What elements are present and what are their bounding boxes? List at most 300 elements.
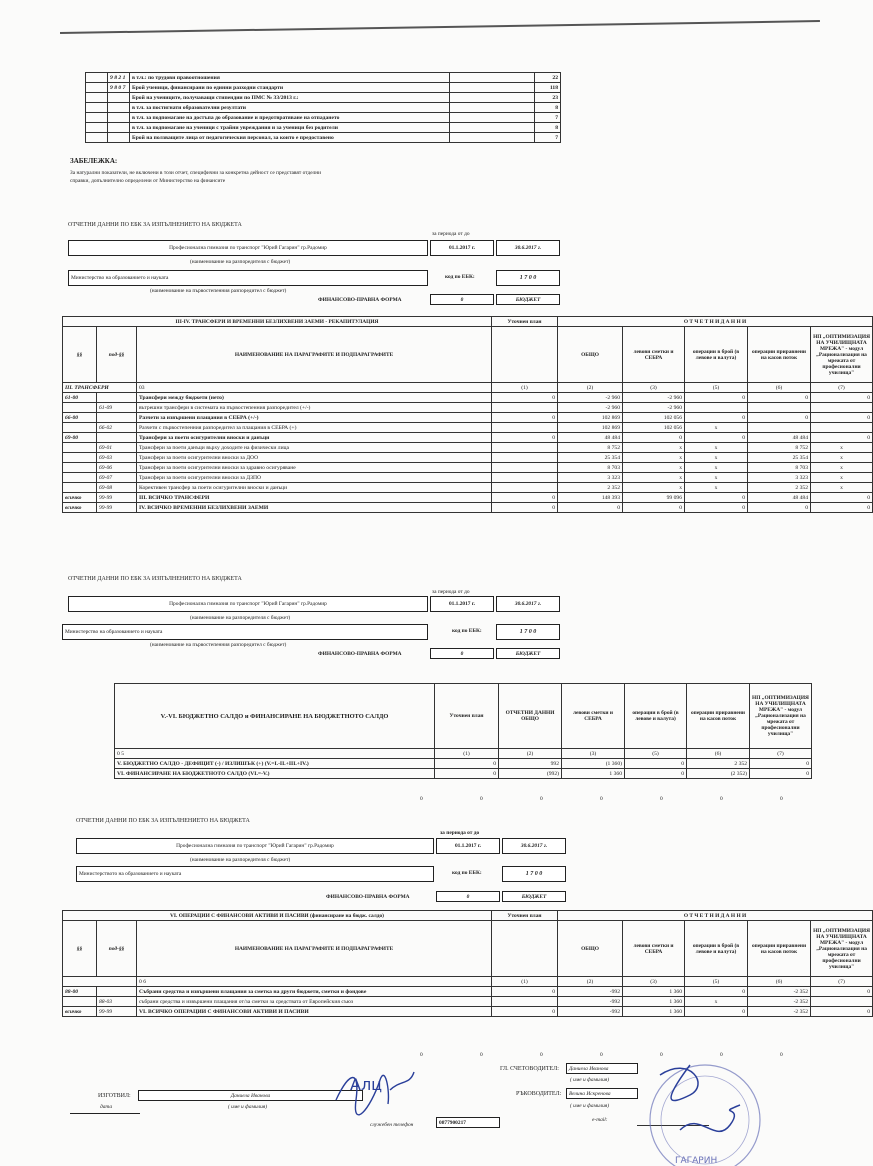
plan-value: 0 xyxy=(435,769,499,779)
cur-value: 0 xyxy=(685,987,748,997)
header-row xyxy=(63,921,873,977)
header-row xyxy=(63,911,873,921)
paragraph-code xyxy=(63,473,97,483)
ministry-field-3: Министерството на образованието и науката xyxy=(76,866,434,882)
indicator-row xyxy=(86,103,561,113)
paragraph-name: Трансфери за поети осигурителни вноски за ДЗПО xyxy=(137,473,492,483)
lev-value: 0 xyxy=(623,503,685,513)
paragraph-name: Разчети с първостепенния разпоредител за плащания в СЕБРА (+) xyxy=(137,423,492,433)
opt-header: НП „ОПТИМИЗАЦИЯ НА УЧИЛИЩНАТА МРЕЖА" - модул „Рационализация на мрежата от професионални училища" xyxy=(811,921,873,977)
indicator-row xyxy=(86,123,561,133)
prepared-label: ИЗГОТВИЛ: xyxy=(98,1093,131,1099)
opt-value: 0 xyxy=(811,1007,873,1017)
subparagraph-code: 69-06 xyxy=(97,463,137,473)
plan-value: 0 xyxy=(492,433,558,443)
total-value: 992 xyxy=(499,759,562,769)
data-row xyxy=(63,453,873,463)
zero-value: 0 xyxy=(480,796,483,802)
zero-value: 0 xyxy=(420,796,423,802)
subparagraph-code: 69-07 xyxy=(97,473,137,483)
zero-value: 0 xyxy=(720,1052,723,1058)
data-row xyxy=(63,493,873,503)
indicator-value: 118 xyxy=(535,83,561,93)
paragraph-code: 88-00 xyxy=(63,987,97,997)
index-cell: (1) xyxy=(435,749,499,759)
subparagraph-code: 99-99 xyxy=(97,493,137,503)
cash-value: 48 484 xyxy=(748,493,811,503)
manager-name: Велина Искренова xyxy=(566,1088,638,1099)
blank-cell xyxy=(450,93,535,103)
cur-value: 0 xyxy=(685,433,748,443)
paragraph-name: Трансфери за поети осигурителни вноски и данъци xyxy=(137,433,492,443)
total-value: -992 xyxy=(558,987,623,997)
note-line-1: За натурални показатели, не включени в този отчет, специфични за конкретна дейност се представят отделни xyxy=(70,170,322,176)
subparagraph-code: 88-03 xyxy=(97,997,137,1007)
balance-zero-row xyxy=(420,796,810,804)
data-row xyxy=(63,423,873,433)
cur-value: x xyxy=(685,997,748,1007)
phone-label: служебен телефон xyxy=(370,1122,414,1128)
paragraph-code: всичко xyxy=(63,1007,97,1017)
data-row xyxy=(63,403,873,413)
paragraph-name: Трансфери за поети осигурителни вноски за ДОО xyxy=(137,453,492,463)
row-label: III. ТРАНСФЕРИ xyxy=(63,383,137,393)
zero-value: 0 xyxy=(780,796,783,802)
ebk-label-3: код по ЕБК: xyxy=(452,870,482,876)
cash-value: (2 352) xyxy=(687,769,750,779)
org-caption-3: (наименование на разпоредителя с бюджет) xyxy=(190,857,291,863)
lev-value: x xyxy=(623,443,685,453)
date-from-3: 01.1.2017 г. xyxy=(436,838,500,854)
lev-header: левови сметки и СЕБРА xyxy=(623,327,685,383)
plan-header: Уточнен план xyxy=(492,911,558,921)
cash-value: -2 352 xyxy=(748,997,811,1007)
subparagraph-code: 99-99 xyxy=(97,1007,137,1017)
opt-value xyxy=(811,997,873,1007)
indicator-value: 8 xyxy=(535,123,561,133)
indicator-row xyxy=(86,113,561,123)
cur-value: x xyxy=(685,453,748,463)
data-row xyxy=(63,393,873,403)
indicator-row xyxy=(86,93,561,103)
total-value: 2 352 xyxy=(558,483,623,493)
index-cell: (7) xyxy=(811,383,873,393)
sub-header: под-§§ xyxy=(97,327,137,383)
paragraph-code xyxy=(63,463,97,473)
cash-header: операции приравнени на касов поток xyxy=(748,921,811,977)
row-marker xyxy=(86,113,108,123)
total-value: (992) xyxy=(499,769,562,779)
accountant-label: ГЛ. СЧЕТОВОДИТЕЛ: xyxy=(500,1066,559,1072)
paragraph-code xyxy=(63,403,97,413)
financial-assets-table xyxy=(62,910,873,1017)
zero-value: 0 xyxy=(660,1052,663,1058)
fp-label-2: ФИНАНСОВО-ПРАВНА ФОРМА xyxy=(318,651,402,657)
names-header: НАИМЕНОВАНИЕ НА ПАРАГРАФИТЕ И ПОДПАРАГРАФИТЕ xyxy=(137,327,492,383)
date-from: 01.1.2017 г. xyxy=(430,240,494,256)
note-title: ЗАБЕЛЕЖКА: xyxy=(70,157,118,165)
paragraph-name: Корективен трансфер за поети осигурителни вноски и данъци xyxy=(137,483,492,493)
index-cell: (3) xyxy=(562,749,625,759)
paragraph-name: Разчети за извършени плащания в СЕБРА (+/-) xyxy=(137,413,492,423)
total-value: 25 354 xyxy=(558,453,623,463)
manager-caption: ( име и фамилия) xyxy=(570,1103,610,1109)
opt-value: 0 xyxy=(750,759,812,769)
data-row xyxy=(63,503,873,513)
phone-value: 0877900217 xyxy=(436,1117,500,1128)
lev-value: 1 360 xyxy=(623,987,685,997)
org-name-field-3: Професионална гимназия по транспорт "Юрий Гагарин" гр.Радомир xyxy=(76,838,434,854)
org-caption: (наименование на разпоредителя с бюджет) xyxy=(190,259,291,265)
plan-value xyxy=(492,443,558,453)
fp-value: БЮДЖЕТ xyxy=(496,294,560,305)
lev-header: левови сметки и СЕБРА xyxy=(623,921,685,977)
note-line-2: справки, допълнително определени от Министерство на финансите xyxy=(70,178,226,184)
plan-value: 0 xyxy=(492,503,558,513)
cur-value: x xyxy=(685,483,748,493)
ss-header: §§ xyxy=(63,327,97,383)
cash-value: 2 352 xyxy=(748,483,811,493)
plan-value: 0 xyxy=(492,393,558,403)
period-label: за периода от до xyxy=(432,231,470,237)
index-cell: (3) xyxy=(623,977,685,987)
cur-value: x xyxy=(685,473,748,483)
indicator-value: 7 xyxy=(535,133,561,143)
zero-value: 0 xyxy=(540,1052,543,1058)
stamp-text: ГАГАРИН xyxy=(675,1156,718,1166)
balance-heading: V.-VI. БЮДЖЕТНО САЛДО и ФИНАНСИРАНЕ НА БЮДЖЕТНОТО САЛДО xyxy=(115,684,435,749)
data-row xyxy=(115,759,812,769)
date-from-2: 01.1.2017 г. xyxy=(430,596,494,612)
opt-value xyxy=(811,423,873,433)
fp-code: 0 xyxy=(430,294,494,305)
index-cell: (5) xyxy=(685,977,748,987)
plan-header: Уточнен план xyxy=(492,317,558,327)
cur-value xyxy=(685,403,748,413)
report-title-2: ОТЧЕТНИ ДАННИ ПО ЕБК ЗА ИЗПЪЛНЕНИЕТО НА БЮДЖЕТА xyxy=(68,576,242,582)
org-name-field: Професионална гимназия по транспорт "Юрий Гагарин" гр.Радомир xyxy=(68,240,428,256)
lev-value: 99 096 xyxy=(623,493,685,503)
indicator-value: 7 xyxy=(535,113,561,123)
signature-prepared xyxy=(330,1060,420,1120)
report-header: О Т Ч Е Т Н И Д А Н Н И xyxy=(558,317,873,327)
paragraph-code: 69-00 xyxy=(63,433,97,443)
cash-header: операции приравнени на касов поток xyxy=(748,327,811,383)
ministry-caption: (наименование на първостепенния разпоредител с бюджет) xyxy=(150,288,287,294)
indicator-row xyxy=(86,133,561,143)
lev-value: 1 360 xyxy=(623,1007,685,1017)
fp-label: ФИНАНСОВО-ПРАВНА ФОРМА xyxy=(318,297,402,303)
cash-value: 0 xyxy=(748,503,811,513)
lev-value: -2 960 xyxy=(623,403,685,413)
row-code: 0 6 xyxy=(137,977,492,987)
lev-value: 1 360 xyxy=(562,769,625,779)
plan-header: Уточнен план xyxy=(435,684,499,749)
paragraph-name: IV. ВСИЧКО ВРЕМЕННИ БЕЗЛИХВЕНИ ЗАЕМИ xyxy=(137,503,492,513)
plan-blank xyxy=(492,921,558,977)
signature-text: Алц xyxy=(350,1075,383,1094)
staff-indicators-table xyxy=(85,72,561,143)
lev-value: -2 960 xyxy=(623,393,685,403)
plan-value xyxy=(492,453,558,463)
header-row xyxy=(115,684,812,749)
plan-value xyxy=(492,473,558,483)
row-marker xyxy=(86,123,108,133)
budget-balance-table xyxy=(114,683,812,779)
cur-value: 0 xyxy=(685,413,748,423)
index-cell: (7) xyxy=(811,977,873,987)
index-row xyxy=(115,749,812,759)
cash-value: 0 xyxy=(748,413,811,423)
total-value: 8 703 xyxy=(558,463,623,473)
indicator-code xyxy=(108,93,130,103)
index-row xyxy=(63,383,873,393)
total-value: -992 xyxy=(558,1007,623,1017)
cur-value: 0 xyxy=(685,1007,748,1017)
total-header: ОБЩО xyxy=(558,921,623,977)
blank-cell xyxy=(450,133,535,143)
opt-value: 0 xyxy=(811,493,873,503)
cash-value: 8 703 xyxy=(748,463,811,473)
data-row xyxy=(63,997,873,1007)
data-row xyxy=(63,443,873,453)
zero-value: 0 xyxy=(660,796,663,802)
cash-value: 3 323 xyxy=(748,473,811,483)
indicator-label: в т.ч. за подпомагане на достъпа до образование и предотвратяване на отпадането xyxy=(130,113,450,123)
total-value: 3 323 xyxy=(558,473,623,483)
plan-value xyxy=(492,423,558,433)
zero-value: 0 xyxy=(480,1052,483,1058)
date-to-2: 30.6.2017 г. xyxy=(496,596,560,612)
total-value: 8 752 xyxy=(558,443,623,453)
indicator-code: 9 8 0 7 xyxy=(108,83,130,93)
zero-value: 0 xyxy=(600,1052,603,1058)
cur-header: операции в брой (в левове и валута) xyxy=(625,684,687,749)
indicator-value: 22 xyxy=(535,73,561,83)
subparagraph-code xyxy=(97,413,137,423)
date-to-3: 30.6.2017 г. xyxy=(502,838,566,854)
row-marker xyxy=(86,83,108,93)
ministry-field: Министерство на образованието и науката xyxy=(68,270,428,286)
opt-value: x xyxy=(811,473,873,483)
ministry-caption-2: (наименование на първостепенния разпоредител с бюджет) xyxy=(150,642,287,648)
report-header: О Т Ч Е Т Н И Д А Н Н И xyxy=(558,911,873,921)
index-cell: (2) xyxy=(558,977,623,987)
cur-value: 0 xyxy=(685,393,748,403)
indicator-value: 23 xyxy=(535,93,561,103)
opt-value xyxy=(811,403,873,413)
lev-value: 102 056 xyxy=(623,423,685,433)
lev-value: x xyxy=(623,463,685,473)
cur-value: 0 xyxy=(685,493,748,503)
data-row xyxy=(63,433,873,443)
section-heading: VI. ОПЕРАЦИИ С ФИНАНСОВИ АКТИВИ И ПАСИВИ (финансиране на бюдж. салдо) xyxy=(63,911,492,921)
cur-value: x xyxy=(685,423,748,433)
opt-value: x xyxy=(811,463,873,473)
plan-value xyxy=(492,403,558,413)
data-row xyxy=(115,769,812,779)
prepared-name: Даниела Иванова xyxy=(138,1090,363,1101)
total-value: 102 869 xyxy=(558,413,623,423)
indicator-code: 9 8 2 1 xyxy=(108,73,130,83)
manager-label: РЪКОВОДИТЕЛ: xyxy=(516,1091,562,1097)
total-value: -2 960 xyxy=(558,403,623,413)
indicator-label: в т.ч.: по трудови правоотношения xyxy=(130,73,450,83)
row-code: 03 xyxy=(137,383,492,393)
ebk-label-2: код по ЕБК: xyxy=(452,628,482,634)
total-value: 102 869 xyxy=(558,423,623,433)
data-row xyxy=(63,987,873,997)
cur-value: 0 xyxy=(625,769,687,779)
subparagraph-code: 69-03 xyxy=(97,453,137,463)
fp-code-2: 0 xyxy=(430,648,494,659)
index-cell: (6) xyxy=(748,383,811,393)
date-to: 30.6.2017 г. xyxy=(496,240,560,256)
ebk-label: код по ЕБК: xyxy=(445,274,475,280)
paragraph-name: събрани средства и извършени плащания от/за сметки за средствата от Европейския съюз xyxy=(137,997,492,1007)
ministry-field-2: Министерство на образованието и науката xyxy=(62,624,428,640)
cur-value: 0 xyxy=(685,503,748,513)
row-marker xyxy=(86,73,108,83)
indicator-value: 8 xyxy=(535,103,561,113)
opt-value: x xyxy=(811,453,873,463)
opt-value: x xyxy=(811,443,873,453)
opt-value: 0 xyxy=(811,987,873,997)
data-row xyxy=(63,463,873,473)
cur-value: x xyxy=(685,463,748,473)
total-header: ОБЩО xyxy=(558,327,623,383)
total-value: 0 xyxy=(558,503,623,513)
blank-cell xyxy=(450,83,535,93)
paragraph-code: всичко xyxy=(63,493,97,503)
lev-value: x xyxy=(623,473,685,483)
indicator-code xyxy=(108,103,130,113)
lev-header: левови сметки и СЕБРА xyxy=(562,684,625,749)
fp-value-3: БЮДЖЕТ xyxy=(502,891,566,902)
indicator-label: Брой ученици, финансирани по единни разходни стандарти xyxy=(130,83,450,93)
blank-cell xyxy=(450,123,535,133)
lev-value: 102 056 xyxy=(623,413,685,423)
plan-value: 0 xyxy=(492,493,558,503)
fp-value-2: БЮДЖЕТ xyxy=(496,648,560,659)
org-caption-2: (наименование на разпоредителя с бюджет) xyxy=(190,615,291,621)
indicator-label: Брой на ползващите лица от педагогическия персонал, за които е предоставено xyxy=(130,133,450,143)
report-title: ОТЧЕТНИ ДАННИ ПО ЕБК ЗА ИЗПЪЛНЕНИЕТО НА БЮДЖЕТА xyxy=(68,222,242,228)
accountant-caption: ( име и фамилия) xyxy=(570,1077,610,1083)
cash-value xyxy=(748,423,811,433)
row-label xyxy=(63,977,137,987)
subparagraph-code: 61-09 xyxy=(97,403,137,413)
cash-value: 2 352 xyxy=(687,759,750,769)
cur-header: операции в брой (в левове и валута) xyxy=(685,327,748,383)
cash-header: операции приравнени на касов поток xyxy=(687,684,750,749)
lev-value: (1 360) xyxy=(562,759,625,769)
zero-value: 0 xyxy=(780,1052,783,1058)
paragraph-code xyxy=(63,997,97,1007)
subparagraph-code xyxy=(97,433,137,443)
lev-value: x xyxy=(623,483,685,493)
header-row xyxy=(63,317,873,327)
cash-value xyxy=(748,403,811,413)
subparagraph-code xyxy=(97,987,137,997)
cash-value: -2 352 xyxy=(748,987,811,997)
opt-value: 0 xyxy=(811,433,873,443)
lev-value: 1 360 xyxy=(623,997,685,1007)
ebk-code: 1 7 0 0 xyxy=(496,270,560,286)
data-row xyxy=(63,483,873,493)
cur-value: 0 xyxy=(625,759,687,769)
section-heading: III-IV. ТРАНСФЕРИ И ВРЕМЕННИ БЕЗЛИХВЕНИ ЗАЕМИ - РЕКАПИТУЛАЦИЯ xyxy=(63,317,492,327)
zero-value: 0 xyxy=(420,1052,423,1058)
paragraph-code: 66-00 xyxy=(63,413,97,423)
total-value: 148 393 xyxy=(558,493,623,503)
paragraph-name: VI. ВСИЧКО ОПЕРАЦИИ С ФИНАНСОВИ АКТИВИ И ПАСИВИ xyxy=(137,1007,492,1017)
ss-header: §§ xyxy=(63,921,97,977)
ebk-code-3: 1 7 0 0 xyxy=(502,866,566,882)
paragraph-code: 61-00 xyxy=(63,393,97,403)
cur-header: операции в брой (в левове и валута) xyxy=(685,921,748,977)
report-title-3: ОТЧЕТНИ ДАННИ ПО ЕБК ЗА ИЗПЪЛНЕНИЕТО НА БЮДЖЕТА xyxy=(76,818,250,824)
accountant-name: Даниела Иванова xyxy=(566,1063,638,1074)
index-cell: (1) xyxy=(492,977,558,987)
zero-value: 0 xyxy=(720,796,723,802)
paragraph-code xyxy=(63,443,97,453)
index-cell: (5) xyxy=(625,749,687,759)
lev-value: x xyxy=(623,453,685,463)
row-marker xyxy=(86,93,108,103)
paragraph-name: III. ВСИЧКО ТРАНСФЕРИ xyxy=(137,493,492,503)
data-row xyxy=(63,473,873,483)
index-cell: (3) xyxy=(623,383,685,393)
cur-value: x xyxy=(685,443,748,453)
index-row xyxy=(63,977,873,987)
plan-value: 0 xyxy=(492,987,558,997)
row-marker xyxy=(86,133,108,143)
paragraph-code xyxy=(63,483,97,493)
row-code: 0 5 xyxy=(115,749,435,759)
indicator-label: в т.ч. за постигнати образователни резултати xyxy=(130,103,450,113)
paragraph-code: всичко xyxy=(63,503,97,513)
index-cell: (2) xyxy=(499,749,562,759)
index-cell: (6) xyxy=(748,977,811,987)
ebk-code-2: 1 7 0 0 xyxy=(496,624,560,640)
opt-header: НП „ОПТИМИЗАЦИЯ НА УЧИЛИЩНАТА МРЕЖА" - модул „Рационализация на мрежата от професионални училища" xyxy=(750,684,812,749)
opt-value: 0 xyxy=(811,413,873,423)
indicator-row xyxy=(86,73,561,83)
subparagraph-code: 66-02 xyxy=(97,423,137,433)
plan-blank xyxy=(492,327,558,383)
zero-value: 0 xyxy=(540,796,543,802)
blank-cell xyxy=(450,113,535,123)
indicator-label: в т.ч. за подпомагане на ученици с трайни увреждания и за ученици без родители xyxy=(130,123,450,133)
cash-value: 0 xyxy=(748,393,811,403)
fp-label-3: ФИНАНСОВО-ПРАВНА ФОРМА xyxy=(326,894,410,900)
opt-header: НП „ОПТИМИЗАЦИЯ НА УЧИЛИЩНАТА МРЕЖА" - модул „Рационализация на мрежата от професионални училища" xyxy=(811,327,873,383)
opt-value: 0 xyxy=(811,503,873,513)
subparagraph-code: 69-01 xyxy=(97,443,137,453)
index-cell: (2) xyxy=(558,383,623,393)
plan-value: 0 xyxy=(492,1007,558,1017)
indicator-row xyxy=(86,83,561,93)
indicator-code xyxy=(108,133,130,143)
page-fold-line xyxy=(60,20,820,58)
index-cell: (7) xyxy=(750,749,812,759)
period-label-3: за периода от до xyxy=(440,830,480,836)
paragraph-name: Събрани средства и извършени плащания за сметка на други бюджети, сметки и фондове xyxy=(137,987,492,997)
data-row xyxy=(63,413,873,423)
subparagraph-code: 69-08 xyxy=(97,483,137,493)
paragraph-name: Трансфери за поети осигурителни вноски за здравно осигуряване xyxy=(137,463,492,473)
